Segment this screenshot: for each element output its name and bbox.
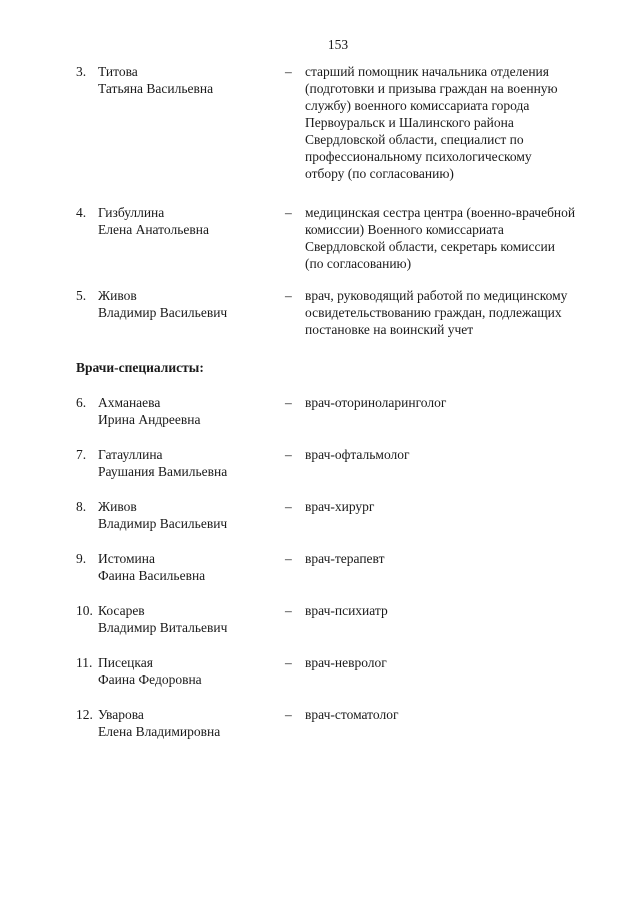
member-name (98, 498, 285, 532)
role-line: медицинская сестра центра (военно-врачебной (305, 205, 576, 220)
name-line: Истомина (98, 551, 155, 566)
role-line: службу) военного комиссариата города (305, 98, 530, 113)
name-line: Владимир Васильевич (98, 516, 228, 531)
entry-number: 6. (76, 395, 87, 410)
name-line: Елена Владимировна (98, 724, 221, 739)
member-role (305, 394, 600, 411)
name-line: Гатауллина (98, 447, 163, 462)
entry-number: 4. (76, 205, 87, 220)
member-role (305, 446, 600, 463)
dash-separator: – (285, 447, 292, 462)
dash-separator: – (285, 603, 292, 618)
role-line: отбору (по согласованию) (305, 166, 454, 181)
role-line: Свердловской области, секретарь комиссии (305, 239, 555, 254)
role-line: освидетельствованию граждан, подлежащих (305, 305, 562, 320)
dash-separator: – (285, 707, 292, 722)
entry-number: 5. (76, 288, 87, 303)
dash-separator: – (285, 551, 292, 566)
member-entry (76, 287, 600, 338)
role-line: постановке на воинский учет (305, 322, 474, 337)
dash-separator: – (285, 64, 292, 79)
role-line: Свердловской области, специалист по (305, 132, 524, 147)
dash-separator: – (285, 395, 292, 410)
member-name (98, 602, 285, 636)
role-line: врач-оториноларинголог (305, 395, 447, 410)
page-content (76, 63, 600, 740)
member-entry (76, 706, 600, 740)
role-line: врач-невролог (305, 655, 387, 670)
member-role (305, 204, 600, 272)
entry-number: 10. (76, 603, 93, 618)
member-role (305, 550, 600, 567)
role-line: Первоуральск и Шалинского района (305, 115, 514, 130)
name-line: Ахманаева (98, 395, 161, 410)
name-line: Раушания Вамильевна (98, 464, 228, 479)
role-line: врач-стоматолог (305, 707, 399, 722)
dash-separator: – (285, 655, 292, 670)
entry-number: 11. (76, 655, 93, 670)
member-name (98, 204, 285, 238)
member-entry (76, 498, 600, 532)
role-line: врач-хирург (305, 499, 375, 514)
page-number: 153 (327, 37, 349, 52)
dash-separator: – (285, 205, 292, 220)
role-line: комиссии) Военного комиссариата (305, 222, 504, 237)
name-line: Живов (98, 288, 137, 303)
name-line: Владимир Васильевич (98, 305, 228, 320)
entry-number: 12. (76, 707, 93, 722)
member-role (305, 63, 600, 182)
member-entry (76, 446, 600, 480)
member-entry (76, 602, 600, 636)
entry-number: 3. (76, 64, 87, 79)
dash-separator: – (285, 288, 292, 303)
role-line: врач-психиатр (305, 603, 388, 618)
role-line: врач-терапевт (305, 551, 385, 566)
entry-number: 9. (76, 551, 87, 566)
member-name (98, 446, 285, 480)
member-name (98, 287, 285, 321)
role-line: старший помощник начальника отделения (305, 64, 549, 79)
member-role (305, 287, 600, 338)
entry-number: 8. (76, 499, 87, 514)
role-line: врач-офтальмолог (305, 447, 410, 462)
member-role (305, 706, 600, 723)
dash-separator: – (285, 499, 292, 514)
entry-number: 7. (76, 447, 87, 462)
name-line: Татьяна Васильевна (98, 81, 214, 96)
member-name (98, 654, 285, 688)
member-entry (76, 550, 600, 584)
member-role (305, 654, 600, 671)
role-line: врач, руководящий работой по медицинскому (305, 288, 568, 303)
name-line: Писецкая (98, 655, 153, 670)
name-line: Косарев (98, 603, 145, 618)
member-entry (76, 394, 600, 428)
name-line: Владимир Витальевич (98, 620, 228, 635)
section-heading: Врачи-специалисты: (76, 360, 204, 375)
name-line: Елена Анатольевна (98, 222, 209, 237)
role-line: (подготовки и призыва граждан на военную (305, 81, 558, 96)
member-name (98, 706, 285, 740)
name-line: Фаина Федоровна (98, 672, 202, 687)
role-line: (по согласованию) (305, 256, 412, 271)
name-line: Гизбуллина (98, 205, 165, 220)
name-line: Титова (98, 64, 138, 79)
member-role (305, 602, 600, 619)
name-line: Фаина Васильевна (98, 568, 206, 583)
name-line: Уварова (98, 707, 144, 722)
role-line: профессиональному психологическому (305, 149, 532, 164)
member-name (98, 550, 285, 584)
member-entry (76, 654, 600, 688)
name-line: Ирина Андреевна (98, 412, 201, 427)
member-entry (76, 63, 600, 182)
member-entry (76, 204, 600, 272)
member-role (305, 498, 600, 515)
name-line: Живов (98, 499, 137, 514)
member-name (98, 394, 285, 428)
member-name (98, 63, 285, 97)
